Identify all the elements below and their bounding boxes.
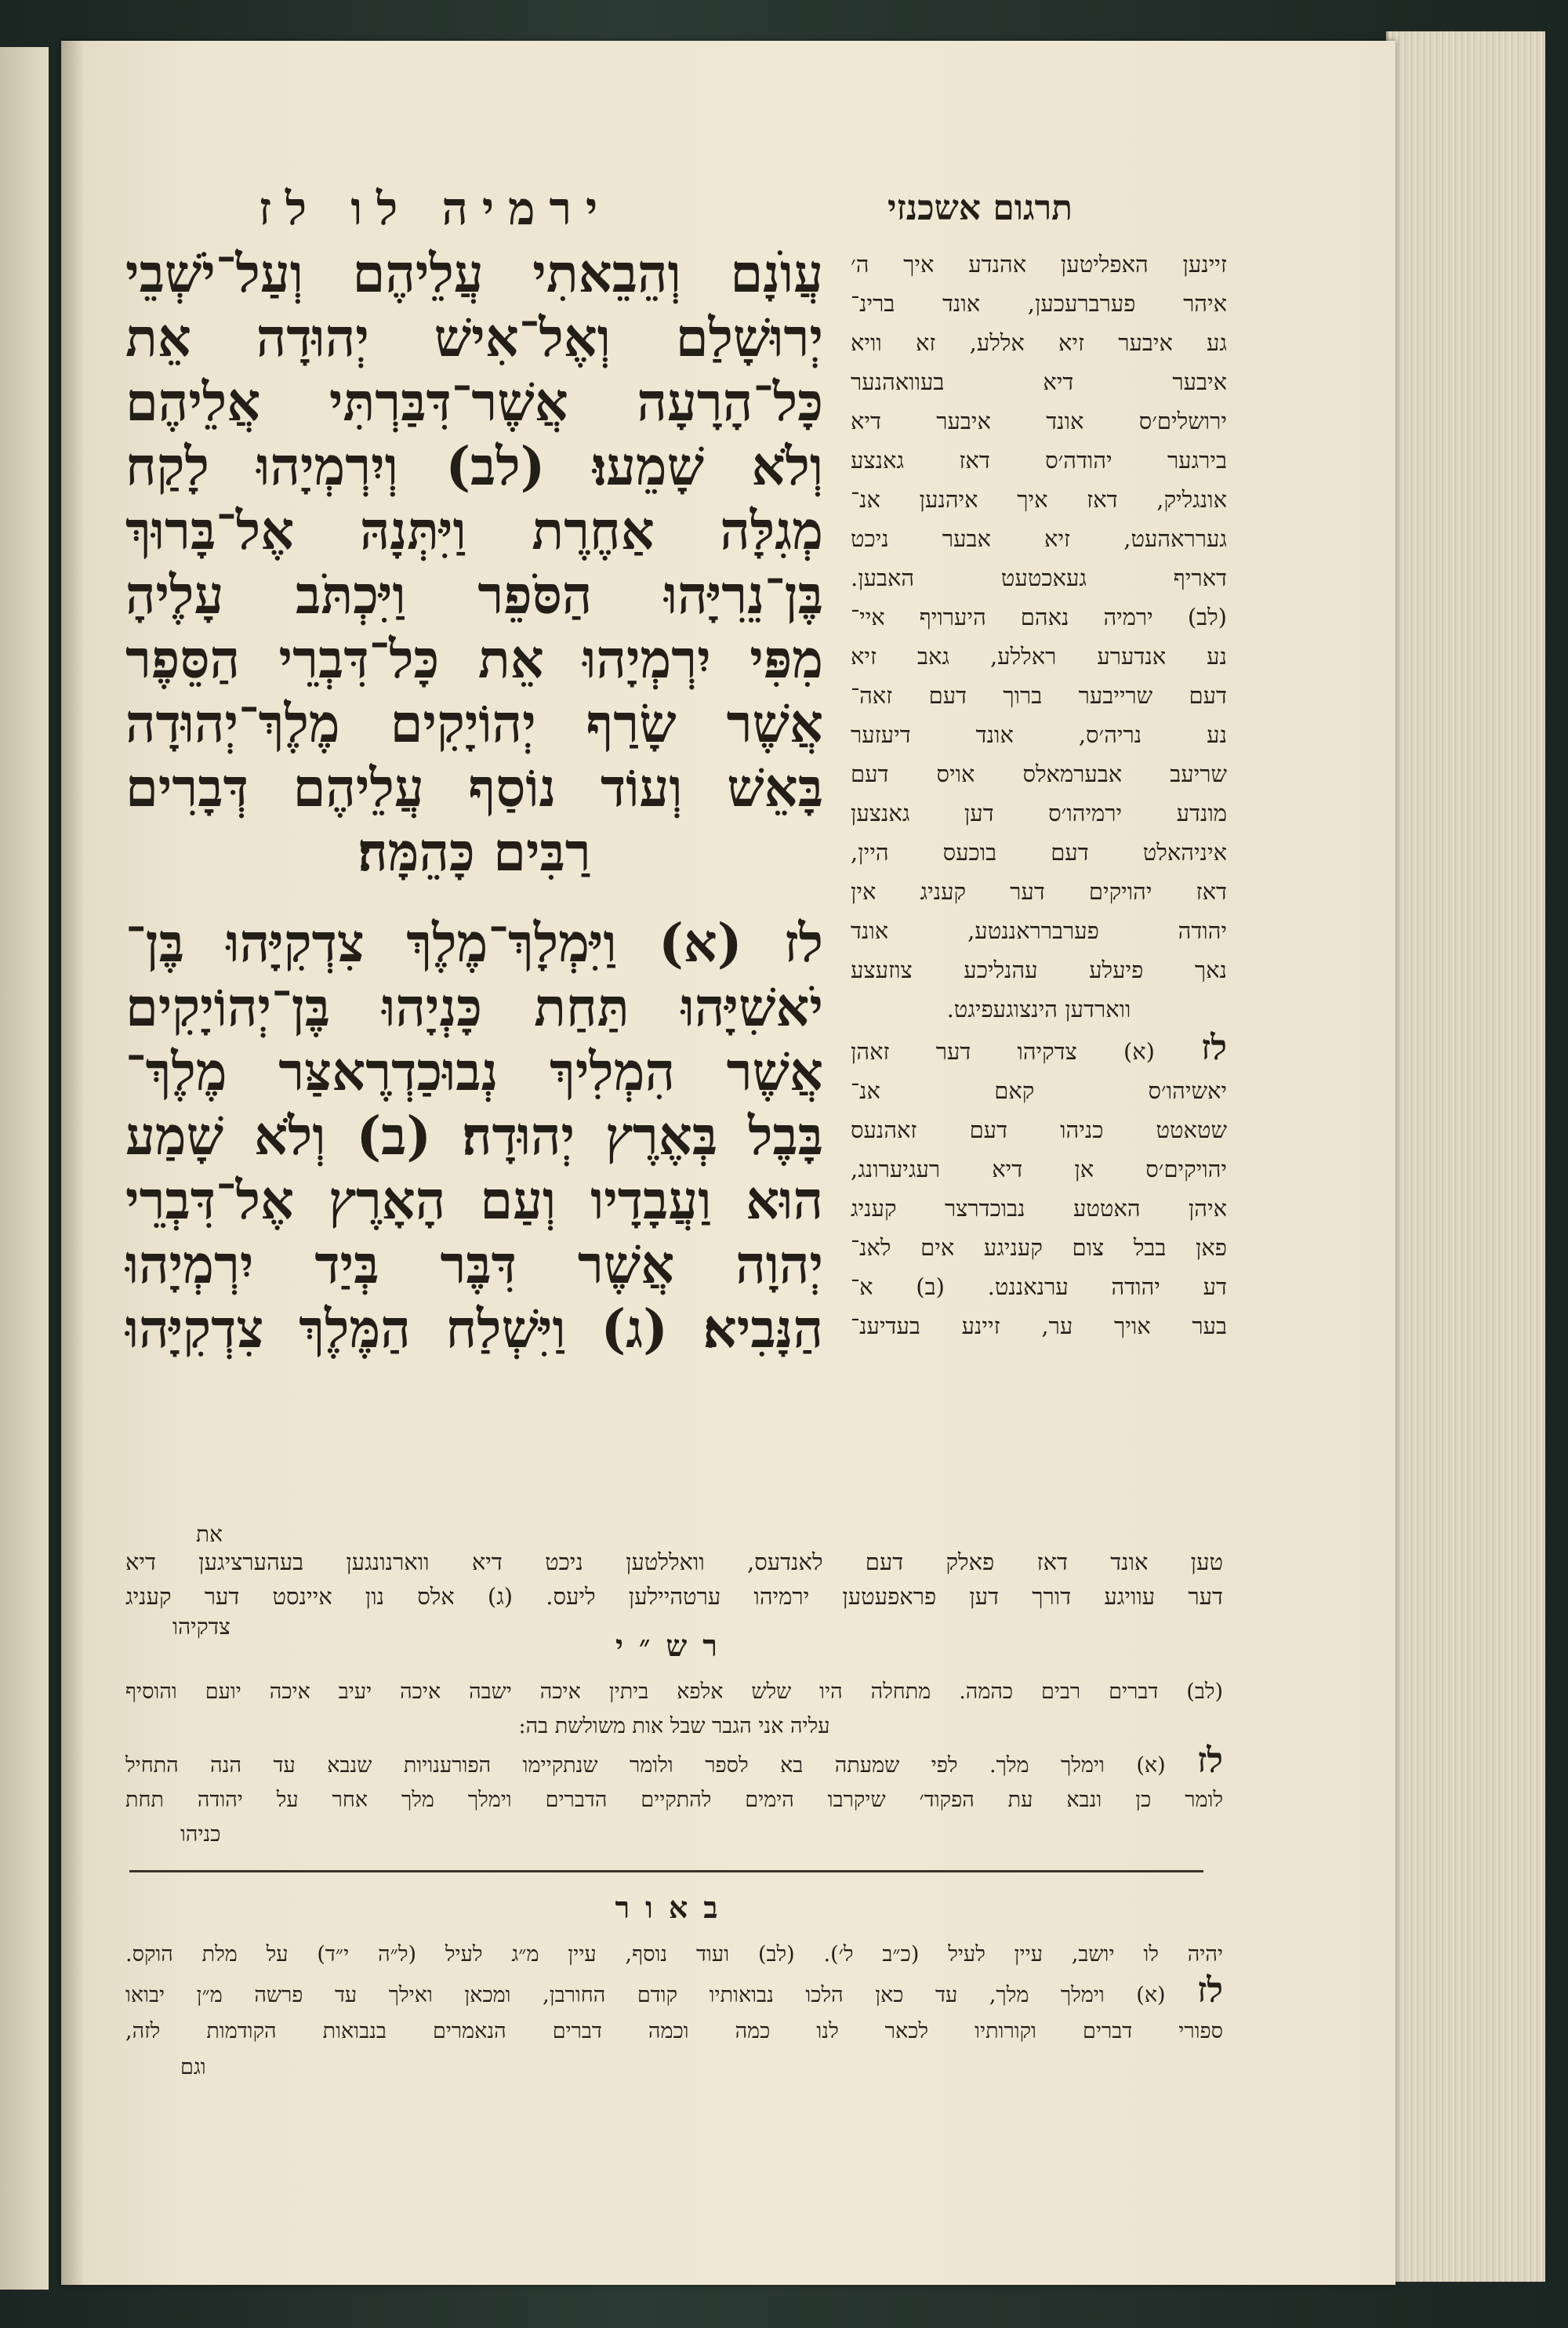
- main-text-column: [125, 242, 823, 1361]
- running-header-main: ירמיה לו לז: [258, 182, 612, 235]
- biur-line: ספורי דברים וקורותיו לכאר לנו כמה וכמה דברים הנאמרים בנבואות הקודמות לזה,: [125, 2019, 1223, 2043]
- targum-line: פאן בבל צום קעניגע אים לאנ־: [851, 1234, 1227, 1261]
- main-line: אֲשֶׁר הִמְלִיךְ נְבוּכַדְרֶאצַּר מֶלֶךְ־: [125, 1041, 823, 1102]
- targum-line: (לב) ירמיה נאהם היערויף איי־: [851, 604, 1227, 630]
- targum-line: ירושלים׳ס אונד איבער דיא: [851, 408, 1227, 434]
- main-line: הוּא וַעֲבָדָיו וְעַם הָאָרֶץ אֶל־דִּבְרֵי: [125, 1169, 823, 1231]
- continuation-line: דער עוויגע דורך דען פראפעטען ירמיהו ערטהיילען ליעס. (ג) אלס נון איינסט דער קעניג: [125, 1583, 1223, 1610]
- section-gap: [125, 884, 823, 911]
- targum-line: נע נריה׳ס, אונד דיעזער: [851, 721, 1227, 748]
- main-line: אֲשֶׁר שָׂרַף יְהוֹיָקִים מֶלֶךְ־יְהוּדָה: [125, 692, 823, 754]
- rashi-catchword: כניהו: [180, 1822, 221, 1847]
- targum-line-text: (א) צדקיהו דער זאהן: [851, 1038, 1155, 1065]
- biur-chapter-mark: לז: [1197, 1970, 1223, 2010]
- biur-catchword: וגם: [180, 2055, 206, 2079]
- targum-line: דעם שרייבער ברוך דעם זאה־: [851, 682, 1227, 709]
- targum-line: נאך פיעלע עהנליכע צוזעצע: [851, 957, 1227, 983]
- targum-line: איניהאלט דעם בוכעס היין,: [851, 839, 1227, 866]
- targum-line: גע איבער זיא אללע, זא וויא: [851, 329, 1227, 356]
- targum-line: [851, 1029, 1227, 1071]
- rashi-chapter-mark: לז: [1197, 1741, 1223, 1781]
- continuation-line: טען אונד דאז פאלק דעם לאנדעס, וואללטען ניכט דיא ווארנונגען בעהערציגען דיא: [125, 1549, 1223, 1575]
- rashi-line: לומר כן ונבא עת הפקוד׳ שיקרבו הימים להתקיים הדברים וימלך מלך אחר על יהודה תחת: [125, 1788, 1223, 1812]
- rashi-title: רש״י: [615, 1628, 733, 1663]
- main-line: לז (א) וַיִּמְלָךְ־מֶלֶךְ צִדְקִיָּהוּ בֶּן־: [125, 912, 823, 974]
- facing-page-edge: [0, 47, 49, 2290]
- main-line: יֹאשִׁיָּהוּ תַּחַת כָּנְיָהוּ בֶּן־יְהוֹיָקִים: [125, 976, 823, 1038]
- main-line: הַנָּבִיא׃ (ג) וַיִּשְׁלַח הַמֶּלֶךְ צִדְקִיָּהוּ: [125, 1298, 823, 1360]
- targum-line: יהויקים׳ס אן דיא רעגיערונג,: [851, 1156, 1227, 1182]
- targum-line: דאריף געאכטעט האבען.: [851, 565, 1227, 591]
- main-line: עֲוֺנָם וְהֵבֵאתִי עֲלֵיהֶם וְעַל־יֹשְׁבֵי: [125, 242, 823, 304]
- biur-line: [125, 1970, 1223, 2014]
- targum-line: איהן האטטע נבוכדרצר קעניג: [851, 1195, 1227, 1222]
- main-line: כָּל־הָרָעָה אֲשֶׁר־דִּבַּרְתִּי אֲלֵיהֶם: [125, 371, 823, 433]
- biur-title: באור: [615, 1890, 734, 1925]
- targum-line: מונדע ירמיהו׳ס דען גאנצען: [851, 800, 1227, 826]
- spine-shadow: [61, 41, 85, 2285]
- targum-line: יאשיהו׳ס קאם אנ־: [851, 1077, 1227, 1104]
- targum-line: יהודה פערברראננטע, אונד: [851, 917, 1227, 944]
- targum-line: אונגליק, דאז איך איהנען אנ־: [851, 486, 1227, 513]
- rashi-line-text: (א) וימלך מלך. לפי שמעתה בא לספר ולומר שנתקיימו הפורענויות שנבא עד הנה התחיל: [125, 1753, 1166, 1778]
- targum-continuation: [125, 1545, 1223, 1614]
- targum-chapter-mark: לז: [1201, 1028, 1228, 1068]
- main-line: בָּאֵשׁ וְעוֹד נוֹסַף עֲלֵיהֶם דְּבָרִים: [125, 757, 823, 819]
- running-header-targum: תרגום אשכנזי: [887, 188, 1073, 228]
- targum-line: ווארדען הינצוגעפיגט.: [946, 996, 1131, 1022]
- main-line: מְגִלָּה אַחֶרֶת וַיִּתְּנָהּ אֶל־בָּרוּךְ: [125, 499, 823, 561]
- rashi-line: (לב) דברים רבים כהמה. מתחלה היו שלש אלפא ביתין איכה ישבה איכה יעיב איכה יועם והוסיף: [125, 1680, 1223, 1704]
- main-line: בָּבֶל בְּאֶרֶץ יְהוּדָה׃ (ב) וְלֹא שָׁמַע: [125, 1105, 823, 1167]
- main-line: יְהוָה אֲשֶׁר דִּבֶּר בְּיַד יִרְמְיָהוּ: [125, 1233, 823, 1295]
- targum-line: זיינען האפליטען אהנדע איך ה׳: [851, 251, 1227, 278]
- main-line: בֶּן־נֵרִיָּהוּ הַסֹּפֵר וַיִּכְתֹּב עָלֶיהָ: [125, 564, 823, 626]
- biur-line-text: (א) וימלך מלך, עד כאן הלכו נבואותיו קודם החורבן, ומכאן ואילך עד פרשה מ״ן יבואו: [125, 1983, 1166, 2007]
- targum-line: גערראהעט, זיא אבער ניכט: [851, 525, 1227, 552]
- main-line: רַבִּים כָּהֵמָּה׃: [358, 821, 591, 883]
- biur-commentary: [125, 1937, 1223, 2086]
- divider-rule: [129, 1870, 1203, 1872]
- main-line: וְלֹא שָׁמֵעוּ׃ (לב) וְיִרְמְיָהוּ לָקַח: [125, 435, 823, 497]
- page-edges: [1386, 31, 1545, 2282]
- targum-line: איבער דיא בעוואהנער: [851, 369, 1227, 395]
- targum-column: [851, 245, 1227, 1346]
- targum-line: איהר פערברעכען, אונד ברינ־: [851, 290, 1227, 317]
- main-line: יְרוּשָׁלַם וְאֶל־אִישׁ יְהוּדָה אֵת: [125, 307, 823, 369]
- targum-line: בער אויך ער, זיינע בעדיענ־: [851, 1313, 1227, 1339]
- targum-line: בירגער יהודה׳ס דאז גאנצע: [851, 447, 1227, 474]
- rashi-commentary: [125, 1675, 1223, 1852]
- targum-line: נע אנדערע ראללע, גאב זיא: [851, 643, 1227, 670]
- targum-line: דע יהודה ערנאננט. (ב) א־: [851, 1273, 1227, 1300]
- main-catchword: את: [196, 1521, 223, 1547]
- biur-line: יהיה לו יושב, עיין לעיל (כ״ב ל׳). (לב) ועוד נוסף, עיין מ״ג לעיל (ל״ה י״ד) על מלת הוקס.: [125, 1942, 1223, 1967]
- targum-line: דאז יהויקים דער קעניג אין: [851, 878, 1227, 905]
- main-line: מִפִּי יִרְמְיָהוּ אֵת כָּל־דִּבְרֵי הַסֵּפֶר: [125, 628, 823, 690]
- targum-catchword: צדקיהו: [172, 1614, 230, 1640]
- targum-line: שטאטט כניהו דעם זאהנעס: [851, 1117, 1227, 1143]
- targum-line: שריעב אבערמאלס אויס דעם: [851, 761, 1227, 787]
- rashi-line: עליה אני הגבר שבל אות משולשת בה:: [518, 1714, 830, 1738]
- rashi-line: [125, 1741, 1223, 1783]
